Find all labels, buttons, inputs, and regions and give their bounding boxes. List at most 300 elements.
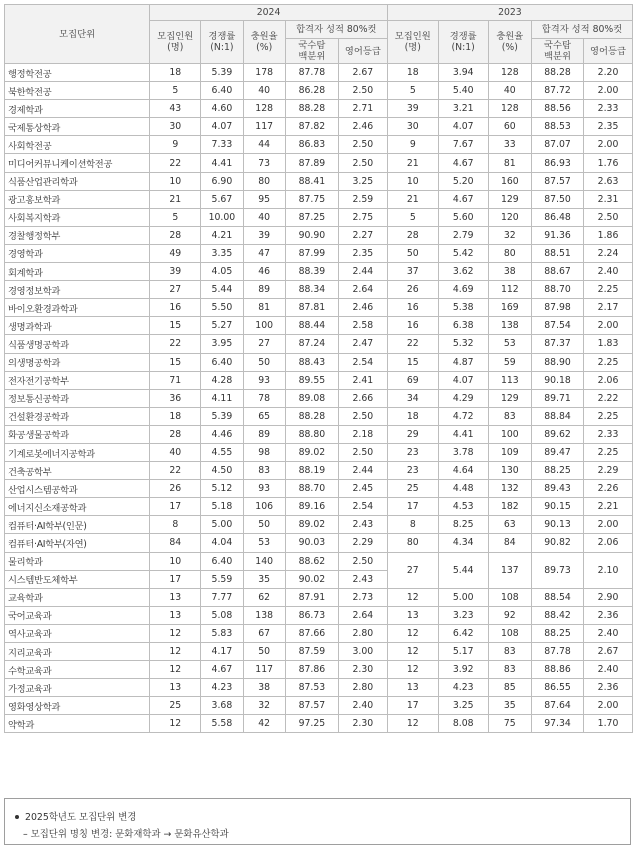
- fill-2024-cell: 39: [243, 226, 285, 244]
- table-row: [5, 407, 633, 425]
- fill-2024-cell: 50: [243, 353, 285, 371]
- unit-name-cell: 정보통신공학과: [5, 389, 150, 407]
- fill-2023-cell: 169: [488, 299, 531, 317]
- recruit-2024-cell: 5: [150, 82, 201, 100]
- fill-2024-cell: 83: [243, 462, 285, 480]
- pct-2024-cell: 86.73: [285, 606, 338, 624]
- recruit-2023-cell: 28: [387, 226, 438, 244]
- eng-2024-cell: 2.54: [338, 498, 387, 516]
- table-row: [5, 534, 633, 552]
- pct-2023-cell: 90.15: [532, 498, 584, 516]
- pct-2024-cell: 87.89: [285, 154, 338, 172]
- eng-2024-cell: 2.43: [338, 516, 387, 534]
- eng-2023-cell: 2.63: [584, 172, 633, 190]
- eng-2024-cell: 2.59: [338, 190, 387, 208]
- eng-2024-cell: 2.41: [338, 371, 387, 389]
- eng-2024-cell: 2.75: [338, 208, 387, 226]
- recruit-2023-cell: 21: [387, 190, 438, 208]
- fill-2023-cell: 59: [488, 353, 531, 371]
- pct-2023-cell: 91.36: [532, 226, 584, 244]
- recruit-2023-cell: 80: [387, 534, 438, 552]
- recruit-2023-cell: 23: [387, 443, 438, 461]
- eng-2023-cell: 2.17: [584, 299, 633, 317]
- recruit-2024-cell: 16: [150, 299, 201, 317]
- fill-2024-cell: 89: [243, 281, 285, 299]
- unit-name-cell: 사회복지학과: [5, 208, 150, 226]
- fill-2023-cell: 80: [488, 244, 531, 262]
- table-row: [5, 100, 633, 118]
- recruit-2024-cell: 18: [150, 64, 201, 82]
- rate-2024-cell: 4.05: [201, 263, 243, 281]
- fill-2024-cell: 80: [243, 172, 285, 190]
- rate-2023-cell: 3.23: [438, 606, 488, 624]
- table-row: [5, 443, 633, 461]
- unit-name-cell: 바이오환경과학과: [5, 299, 150, 317]
- rate-2023-cell: 3.25: [438, 697, 488, 715]
- note-box: [4, 798, 631, 845]
- eng-2023-cell: 2.06: [584, 534, 633, 552]
- fill-2023-cell: 63: [488, 516, 531, 534]
- eng-2023-cell: 2.00: [584, 516, 633, 534]
- unit-name-cell: 건축공학부: [5, 462, 150, 480]
- unit-name-cell: 시스템반도체학부: [5, 570, 150, 588]
- pct-2023-cell: 89.73: [532, 552, 584, 588]
- recruit-2024-cell: 12: [150, 624, 201, 642]
- eng-2024-cell: 2.66: [338, 389, 387, 407]
- recruit-2024-cell: 15: [150, 317, 201, 335]
- table-row: [5, 353, 633, 371]
- pct-2023-cell: 87.37: [532, 335, 584, 353]
- pct-2024-cell: 86.28: [285, 82, 338, 100]
- table-row: [5, 606, 633, 624]
- fill-2024-cell: 53: [243, 534, 285, 552]
- table-row: [5, 226, 633, 244]
- pct-2024-cell: 87.59: [285, 643, 338, 661]
- rate-2024-cell: 4.28: [201, 371, 243, 389]
- rate-2023-cell: 5.42: [438, 244, 488, 262]
- pct-2024-cell: 88.39: [285, 263, 338, 281]
- eng-2024-cell: 2.73: [338, 588, 387, 606]
- eng-2024-cell: 2.18: [338, 425, 387, 443]
- rate-2023-cell: 3.92: [438, 661, 488, 679]
- rate-2023-cell: 4.07: [438, 371, 488, 389]
- eng-2023-cell: 2.35: [584, 118, 633, 136]
- unit-name-cell: 산업시스템공학과: [5, 480, 150, 498]
- rate-2023-cell: 2.79: [438, 226, 488, 244]
- unit-name-cell: 전자전기공학부: [5, 371, 150, 389]
- recruit-header-2023: 모집인원 (명): [387, 21, 438, 64]
- recruit-2024-cell: 13: [150, 606, 201, 624]
- recruit-2024-cell: 12: [150, 715, 201, 733]
- recruit-2023-cell: 12: [387, 624, 438, 642]
- table-header: [5, 5, 633, 64]
- unit-header: 모집단위: [5, 5, 150, 64]
- unit-name-cell: 경찰행정학부: [5, 226, 150, 244]
- fill-2023-cell: 92: [488, 606, 531, 624]
- eng-2024-cell: 2.50: [338, 82, 387, 100]
- unit-name-cell: 식품산업관리학과: [5, 172, 150, 190]
- eng-2024-cell: 2.50: [338, 552, 387, 570]
- recruit-2023-cell: 12: [387, 643, 438, 661]
- arrow-icon: →: [163, 829, 172, 840]
- fill-2023-cell: 128: [488, 64, 531, 82]
- rate-2024-cell: 5.12: [201, 480, 243, 498]
- recruit-2024-cell: 28: [150, 226, 201, 244]
- fill-header-2024: 충원율 (%): [243, 21, 285, 64]
- table-row: [5, 299, 633, 317]
- pct-2024-cell: 87.86: [285, 661, 338, 679]
- fill-2024-cell: 100: [243, 317, 285, 335]
- unit-name-cell: 기계로봇에너지공학과: [5, 443, 150, 461]
- eng-2023-cell: 2.25: [584, 443, 633, 461]
- fill-2024-cell: 128: [243, 100, 285, 118]
- fill-2024-cell: 50: [243, 643, 285, 661]
- pct-2023-cell: 90.18: [532, 371, 584, 389]
- rate-2024-cell: 6.40: [201, 552, 243, 570]
- eng-2023-cell: 2.06: [584, 371, 633, 389]
- unit-name-cell: 국제통상학과: [5, 118, 150, 136]
- eng-2024-cell: 2.80: [338, 624, 387, 642]
- pct-2024-cell: 87.53: [285, 679, 338, 697]
- fill-2023-cell: 129: [488, 389, 531, 407]
- fill-2024-cell: 35: [243, 570, 285, 588]
- eng-2023-cell: 2.40: [584, 624, 633, 642]
- pct-2024-cell: 90.02: [285, 570, 338, 588]
- eng-2024-cell: 2.44: [338, 263, 387, 281]
- eng-2024-cell: 2.67: [338, 64, 387, 82]
- unit-name-cell: 가정교육과: [5, 679, 150, 697]
- eng-2023-cell: 2.40: [584, 263, 633, 281]
- rate-2024-cell: 4.67: [201, 661, 243, 679]
- rate-2023-cell: 4.41: [438, 425, 488, 443]
- rate-2024-cell: 4.50: [201, 462, 243, 480]
- pct-2023-cell: 86.93: [532, 154, 584, 172]
- pct-2024-cell: 89.16: [285, 498, 338, 516]
- eng-2023-cell: 1.70: [584, 715, 633, 733]
- fill-2023-cell: 83: [488, 407, 531, 425]
- rate-2023-cell: 5.44: [438, 552, 488, 588]
- recruit-2023-cell: 17: [387, 498, 438, 516]
- fill-2024-cell: 46: [243, 263, 285, 281]
- rate-2023-cell: 3.94: [438, 64, 488, 82]
- note-line-2: – 모집단위 명칭 변경: 문화재학과 → 문화유산학과: [23, 829, 229, 840]
- pct-2023-cell: 88.54: [532, 588, 584, 606]
- pct-2023-cell: 87.98: [532, 299, 584, 317]
- recruit-2024-cell: 21: [150, 190, 201, 208]
- pct-2023-cell: 90.82: [532, 534, 584, 552]
- table-row: [5, 462, 633, 480]
- unit-name-cell: 물리학과: [5, 552, 150, 570]
- recruit-2024-cell: 17: [150, 498, 201, 516]
- fill-2024-cell: 40: [243, 82, 285, 100]
- unit-name-cell: 영화영상학과: [5, 697, 150, 715]
- table-row: [5, 588, 633, 606]
- eng-2024-cell: 3.00: [338, 643, 387, 661]
- recruit-2024-cell: 26: [150, 480, 201, 498]
- eng-2023-cell: 2.22: [584, 389, 633, 407]
- eng-2023-cell: 2.33: [584, 100, 633, 118]
- table-row: [5, 624, 633, 642]
- rate-2024-cell: 4.46: [201, 425, 243, 443]
- fill-2023-cell: 32: [488, 226, 531, 244]
- rate-2023-cell: 6.42: [438, 624, 488, 642]
- rate-2023-cell: 4.29: [438, 389, 488, 407]
- pct-2023-cell: 90.13: [532, 516, 584, 534]
- pct-2023-cell: 88.25: [532, 624, 584, 642]
- fill-2023-cell: 109: [488, 443, 531, 461]
- rate-2024-cell: 3.68: [201, 697, 243, 715]
- recruit-2024-cell: 39: [150, 263, 201, 281]
- unit-name-cell: 광고홍보학과: [5, 190, 150, 208]
- fill-2023-cell: 83: [488, 643, 531, 661]
- recruit-2024-cell: 9: [150, 136, 201, 154]
- pct-2024-cell: 87.82: [285, 118, 338, 136]
- fill-2024-cell: 67: [243, 624, 285, 642]
- eng-2023-cell: 2.00: [584, 82, 633, 100]
- rate-2023-cell: 4.48: [438, 480, 488, 498]
- recruit-2024-cell: 22: [150, 154, 201, 172]
- fill-2024-cell: 78: [243, 389, 285, 407]
- pct-2024-cell: 87.25: [285, 208, 338, 226]
- rate-2024-cell: 5.39: [201, 64, 243, 82]
- eng-2024-cell: 2.46: [338, 299, 387, 317]
- eng-2024-cell: 2.50: [338, 443, 387, 461]
- rate-2023-cell: 3.21: [438, 100, 488, 118]
- fill-2024-cell: 117: [243, 661, 285, 679]
- recruit-2023-cell: 13: [387, 679, 438, 697]
- year-2024-header: 2024: [150, 5, 388, 21]
- unit-name-cell: 행정학전공: [5, 64, 150, 82]
- table-row: [5, 371, 633, 389]
- eng-2024-cell: 2.50: [338, 136, 387, 154]
- recruit-2023-cell: 18: [387, 64, 438, 82]
- recruit-2024-cell: 5: [150, 208, 201, 226]
- pct-2024-cell: 88.34: [285, 281, 338, 299]
- pct-2024-cell: 97.25: [285, 715, 338, 733]
- pct-2023-cell: 89.62: [532, 425, 584, 443]
- fill-2024-cell: 62: [243, 588, 285, 606]
- pct-2023-cell: 87.72: [532, 82, 584, 100]
- table-body: [5, 64, 633, 733]
- eng-2024-cell: 2.64: [338, 281, 387, 299]
- eng-2023-cell: 2.29: [584, 462, 633, 480]
- table-row: [5, 190, 633, 208]
- rate-2024-cell: 6.90: [201, 172, 243, 190]
- eng-2024-cell: 2.29: [338, 534, 387, 552]
- fill-2024-cell: 98: [243, 443, 285, 461]
- table-row: [5, 136, 633, 154]
- fill-2023-cell: 160: [488, 172, 531, 190]
- eng-2023-cell: 1.76: [584, 154, 633, 172]
- fill-2024-cell: 42: [243, 715, 285, 733]
- fill-2023-cell: 53: [488, 335, 531, 353]
- pct-2024-cell: 88.62: [285, 552, 338, 570]
- fill-2023-cell: 40: [488, 82, 531, 100]
- fill-2024-cell: 140: [243, 552, 285, 570]
- bullet-icon: [15, 815, 19, 819]
- pass-header-2023: 합격자 성적 80%컷: [532, 21, 633, 39]
- eng-2024-cell: 3.25: [338, 172, 387, 190]
- rate-header-2024: 경쟁률 (N:1): [201, 21, 243, 64]
- pct-2024-cell: 87.66: [285, 624, 338, 642]
- recruit-2023-cell: 30: [387, 118, 438, 136]
- table-row: [5, 335, 633, 353]
- recruit-2023-cell: 26: [387, 281, 438, 299]
- eng-2023-cell: 2.90: [584, 588, 633, 606]
- eng-2023-cell: 2.20: [584, 64, 633, 82]
- table-row: [5, 697, 633, 715]
- eng-2024-cell: 2.47: [338, 335, 387, 353]
- pct-2023-cell: 86.48: [532, 208, 584, 226]
- table-row: [5, 643, 633, 661]
- eng-2023-cell: 1.83: [584, 335, 633, 353]
- rate-2024-cell: 5.44: [201, 281, 243, 299]
- rate-2024-cell: 5.59: [201, 570, 243, 588]
- rate-2024-cell: 5.58: [201, 715, 243, 733]
- fill-2023-cell: 137: [488, 552, 531, 588]
- rate-2023-cell: 4.23: [438, 679, 488, 697]
- pct-2023-cell: 87.78: [532, 643, 584, 661]
- recruit-2024-cell: 71: [150, 371, 201, 389]
- eng-2023-cell: 2.36: [584, 679, 633, 697]
- eng-2024-cell: 2.44: [338, 462, 387, 480]
- pct-2023-cell: 88.42: [532, 606, 584, 624]
- recruit-2024-cell: 12: [150, 643, 201, 661]
- rate-2024-cell: 5.83: [201, 624, 243, 642]
- eng-2023-cell: 2.40: [584, 661, 633, 679]
- pct-2023-cell: 89.43: [532, 480, 584, 498]
- eng-header-2024: 영어등급: [338, 39, 387, 64]
- fill-2023-cell: 35: [488, 697, 531, 715]
- rate-2023-cell: 7.67: [438, 136, 488, 154]
- fill-2023-cell: 138: [488, 317, 531, 335]
- unit-name-cell: 미디어커뮤니케이션학전공: [5, 154, 150, 172]
- admission-results-table: [4, 4, 633, 733]
- fill-2023-cell: 100: [488, 425, 531, 443]
- eng-2023-cell: 2.10: [584, 552, 633, 588]
- recruit-2024-cell: 43: [150, 100, 201, 118]
- unit-name-cell: 에너지신소재공학과: [5, 498, 150, 516]
- pct-2023-cell: 88.51: [532, 244, 584, 262]
- table-row: [5, 516, 633, 534]
- table-row: [5, 480, 633, 498]
- recruit-2023-cell: 27: [387, 552, 438, 588]
- pct-2024-cell: 87.75: [285, 190, 338, 208]
- recruit-2024-cell: 10: [150, 172, 201, 190]
- rate-2024-cell: 5.50: [201, 299, 243, 317]
- recruit-2024-cell: 15: [150, 353, 201, 371]
- fill-2024-cell: 93: [243, 371, 285, 389]
- table-row: [5, 64, 633, 82]
- unit-name-cell: 생명과학과: [5, 317, 150, 335]
- fill-2023-cell: 38: [488, 263, 531, 281]
- eng-2024-cell: 2.80: [338, 679, 387, 697]
- unit-name-cell: 사회학전공: [5, 136, 150, 154]
- fill-2024-cell: 65: [243, 407, 285, 425]
- eng-2023-cell: 2.31: [584, 190, 633, 208]
- fill-2023-cell: 33: [488, 136, 531, 154]
- rate-2024-cell: 4.41: [201, 154, 243, 172]
- rate-2023-cell: 4.69: [438, 281, 488, 299]
- rate-2024-cell: 5.67: [201, 190, 243, 208]
- fill-2023-cell: 128: [488, 100, 531, 118]
- fill-2023-cell: 132: [488, 480, 531, 498]
- rate-2024-cell: 4.07: [201, 118, 243, 136]
- rate-2024-cell: 3.35: [201, 244, 243, 262]
- table-row: [5, 154, 633, 172]
- pct-2024-cell: 89.02: [285, 443, 338, 461]
- eng-2024-cell: 2.64: [338, 606, 387, 624]
- eng-2024-cell: 2.27: [338, 226, 387, 244]
- recruit-2023-cell: 37: [387, 263, 438, 281]
- rate-2023-cell: 5.00: [438, 588, 488, 606]
- recruit-2023-cell: 10: [387, 172, 438, 190]
- rate-2023-cell: 4.53: [438, 498, 488, 516]
- eng-2023-cell: 2.25: [584, 407, 633, 425]
- recruit-2023-cell: 8: [387, 516, 438, 534]
- recruit-2023-cell: 5: [387, 208, 438, 226]
- recruit-2023-cell: 34: [387, 389, 438, 407]
- recruit-2024-cell: 12: [150, 661, 201, 679]
- rate-2023-cell: 5.32: [438, 335, 488, 353]
- recruit-2023-cell: 25: [387, 480, 438, 498]
- fill-2024-cell: 178: [243, 64, 285, 82]
- pct-2024-cell: 88.19: [285, 462, 338, 480]
- rate-2024-cell: 4.60: [201, 100, 243, 118]
- pct-2024-cell: 89.08: [285, 389, 338, 407]
- fill-2024-cell: 81: [243, 299, 285, 317]
- fill-2023-cell: 120: [488, 208, 531, 226]
- pct-2023-cell: 87.54: [532, 317, 584, 335]
- recruit-2024-cell: 49: [150, 244, 201, 262]
- pct-2023-cell: 89.71: [532, 389, 584, 407]
- rate-2023-cell: 5.38: [438, 299, 488, 317]
- fill-2023-cell: 75: [488, 715, 531, 733]
- fill-2023-cell: 84: [488, 534, 531, 552]
- pct-2024-cell: 89.02: [285, 516, 338, 534]
- rate-2023-cell: 4.72: [438, 407, 488, 425]
- recruit-2023-cell: 12: [387, 588, 438, 606]
- eng-2023-cell: 2.36: [584, 606, 633, 624]
- recruit-2024-cell: 27: [150, 281, 201, 299]
- recruit-2023-cell: 39: [387, 100, 438, 118]
- pct-2023-cell: 87.50: [532, 190, 584, 208]
- table-row: [5, 118, 633, 136]
- recruit-2023-cell: 16: [387, 299, 438, 317]
- eng-2023-cell: 1.86: [584, 226, 633, 244]
- pct-2023-cell: 87.64: [532, 697, 584, 715]
- eng-2023-cell: 2.21: [584, 498, 633, 516]
- rate-2023-cell: 5.17: [438, 643, 488, 661]
- rate-2024-cell: 5.08: [201, 606, 243, 624]
- eng-2023-cell: 2.26: [584, 480, 633, 498]
- pct-2024-cell: 87.78: [285, 64, 338, 82]
- eng-2023-cell: 2.25: [584, 353, 633, 371]
- table-row: [5, 425, 633, 443]
- unit-name-cell: 컴퓨터·AI학부(자연): [5, 534, 150, 552]
- recruit-2024-cell: 36: [150, 389, 201, 407]
- unit-name-cell: 화공생물공학과: [5, 425, 150, 443]
- table-row: [5, 208, 633, 226]
- pct-2024-cell: 89.55: [285, 371, 338, 389]
- recruit-2024-cell: 30: [150, 118, 201, 136]
- unit-name-cell: 식품생명공학과: [5, 335, 150, 353]
- unit-name-cell: 의생명공학과: [5, 353, 150, 371]
- recruit-2023-cell: 9: [387, 136, 438, 154]
- fill-2024-cell: 89: [243, 425, 285, 443]
- rate-2023-cell: 6.38: [438, 317, 488, 335]
- fill-2023-cell: 112: [488, 281, 531, 299]
